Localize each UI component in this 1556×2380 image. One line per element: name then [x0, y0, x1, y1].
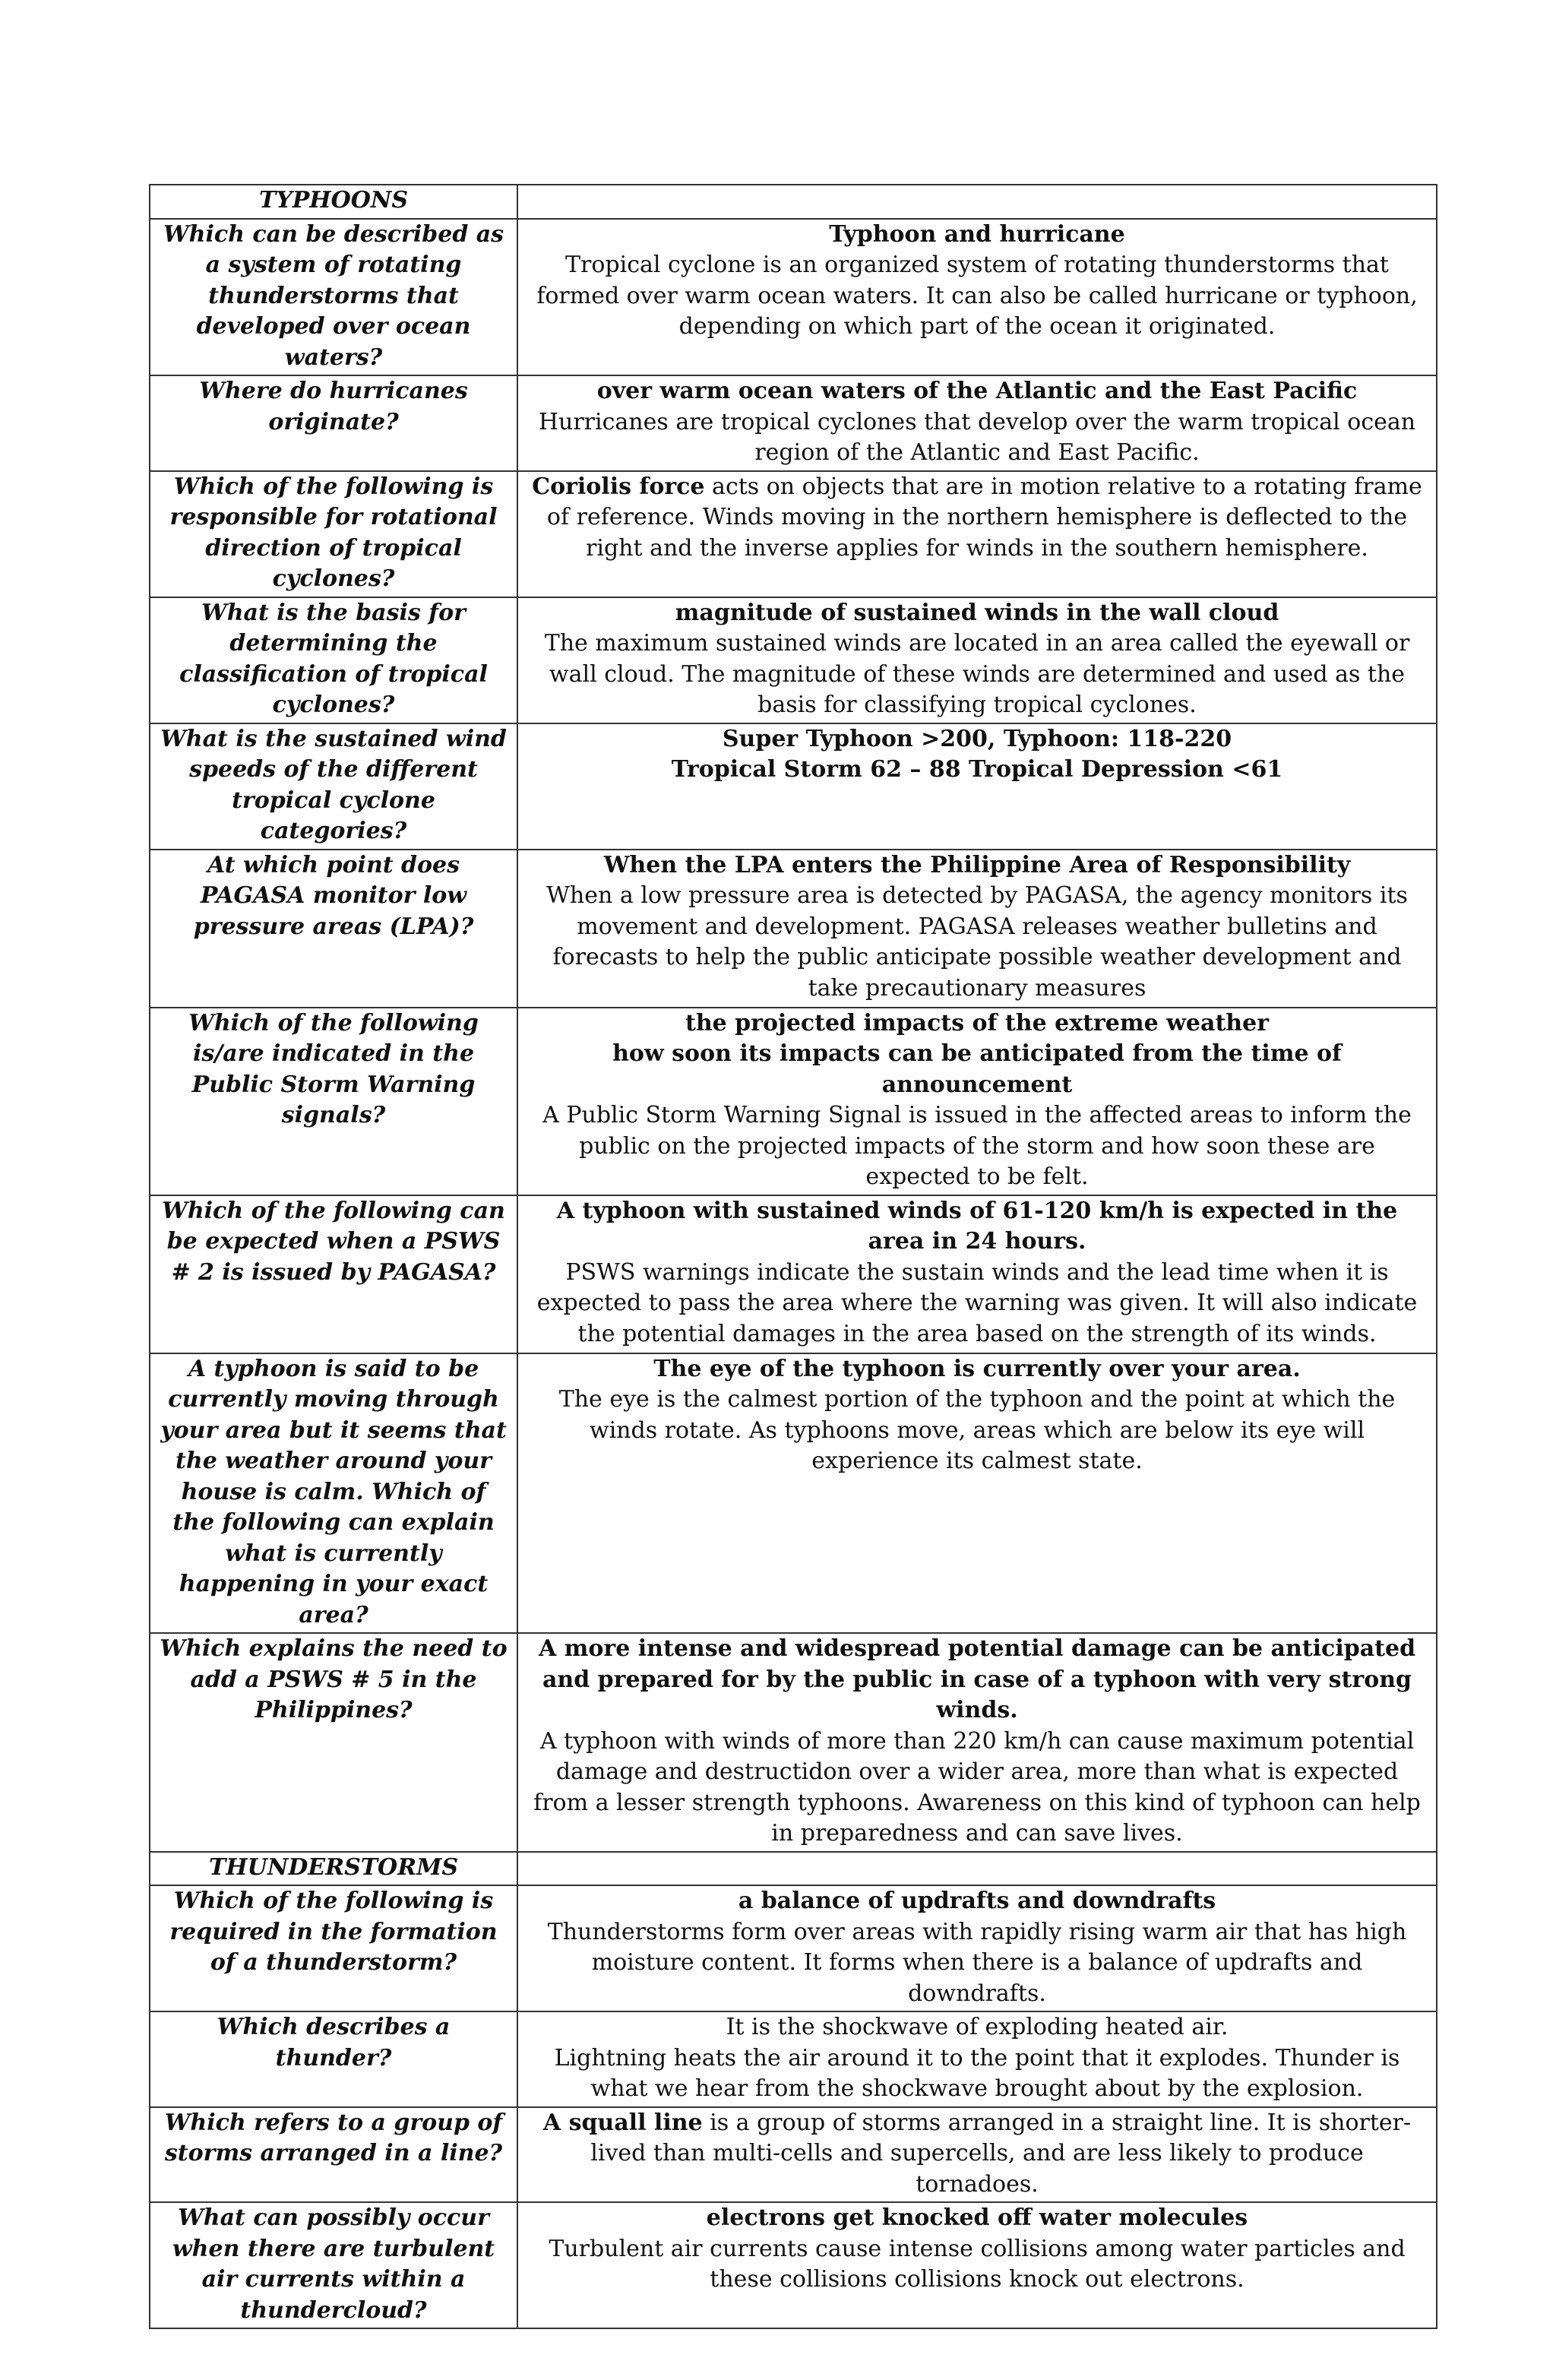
answer-term: A squall line — [542, 2109, 703, 2136]
answer-cell — [517, 1885, 1437, 2011]
answer-text: A typhoon with sustained winds of 61-120 km/h is expected in the area in 24 hours. — [556, 1197, 1398, 1255]
section-heading-row — [150, 1852, 1437, 1886]
answer-text: over warm ocean waters of the Atlantic and the East Pacific — [596, 378, 1358, 404]
explanation-text: Turbulent air currents cause intense collisions among water particles and these collisions collisions knock out electrons. — [549, 2235, 1406, 2293]
explanation-text: The eye is the calmest portion of the typhoon and the point at which the winds rotate. As typhoons move, areas which are below its eye will experience its calmest state. — [558, 1386, 1396, 1474]
question-cell: What is the basis for determining the classification of tropical cyclones? — [150, 597, 517, 723]
answer-text: The eye of the typhoon is currently over your area. — [653, 1355, 1301, 1382]
answer-cell — [517, 1353, 1437, 1634]
explanation-text: Tropical cyclone is an organized system of rotating thunderstorms that formed over warm ocean waters. It can also be called hurricane or typhoon, depending on which part of the ocean it originated. — [536, 252, 1418, 340]
explanation-text: Lightning heats the air around it to the point that it explodes. Thunder is what we hear from the shockwave brought about by the explosion. — [554, 2044, 1400, 2102]
answer-cell — [517, 2011, 1437, 2107]
section-heading-answer-cell — [517, 185, 1437, 219]
answer-cell — [517, 471, 1437, 597]
answer-cell — [517, 597, 1437, 723]
question-cell: At which point does PAGASA monitor low pressure areas (LPA)? — [150, 850, 517, 1008]
table-row — [150, 375, 1437, 471]
table-row — [150, 1008, 1437, 1195]
question-cell: Which explains the need to add a PSWS # 5 in the Philippines? — [150, 1633, 517, 1852]
answer-line-1: the projected impacts of the extreme weather — [685, 1009, 1270, 1037]
explanation-text: A Public Storm Warning Signal is issued in the affected areas to inform the public on the projected impacts of the storm and how soon these are expected to be felt. — [542, 1102, 1412, 1190]
section-heading-answer-cell — [517, 1852, 1437, 1886]
explanation-text: The maximum sustained winds are located in an area called the eyewall or wall cloud. The magnitude of these winds are determined and used as the basis for classifying tropical cyclones. — [544, 630, 1410, 718]
answer-cell — [517, 2107, 1437, 2203]
answer-text: Typhoon and hurricane — [829, 220, 1125, 248]
question-cell: Which of the following is/are indicated in the Public Storm Warning signals? — [150, 1008, 517, 1195]
table-row — [150, 850, 1437, 1008]
table-row — [150, 2011, 1437, 2107]
answer-cell — [517, 1195, 1437, 1353]
table-row — [150, 1885, 1437, 2011]
answer-line-2: Tropical Storm 62 – 88 Tropical Depression <61 — [671, 756, 1283, 783]
answer-cell — [517, 850, 1437, 1008]
answer-cell — [517, 375, 1437, 471]
explanation-text: PSWS warnings indicate the sustain winds and the lead time when it is expected to pass the area where the warning was given. It will also indicate the potential damages in the area based on the strength of its winds. — [536, 1258, 1418, 1347]
question-cell: Which of the following can be expected when a PSWS # 2 is issued by PAGASA? — [150, 1195, 517, 1353]
table-row — [150, 471, 1437, 597]
table-row — [150, 2107, 1437, 2203]
answer-text: When the LPA enters the Philippine Area of Responsibility — [603, 851, 1351, 878]
answer-text: a balance of updrafts and downdrafts — [738, 1888, 1216, 1914]
answer-text: It is the shockwave of exploding heated air. — [726, 2014, 1229, 2040]
table-row — [150, 2202, 1437, 2328]
question-cell: Which of the following is responsible for rotational direction of tropical cyclones? — [150, 471, 517, 597]
explanation-text: Thunderstorms form over areas with rapidly rising warm air that has high moisture content. It forms when there is a balance of updrafts and downdrafts. — [547, 1918, 1407, 2007]
answer-line-2: how soon its impacts can be anticipated from the time of announcement — [612, 1040, 1342, 1098]
question-cell: Which can be described as a system of rotating thunderstorms that developed over ocean waters? — [150, 219, 517, 376]
question-cell: Where do hurricanes originate? — [150, 375, 517, 471]
table-row — [150, 1633, 1437, 1852]
section-heading: THUNDERSTORMS — [150, 1852, 517, 1886]
answer-cell — [517, 2202, 1437, 2328]
answer-cell — [517, 219, 1437, 376]
answer-rest: acts on objects that are in motion relative to a rotating frame of reference. Winds moving in the northern hemisphere is deflected to the right and the inverse applies for winds in the southern hemisphere. — [546, 473, 1422, 562]
qa-table — [149, 184, 1437, 2329]
answer-text: magnitude of sustained winds in the wall cloud — [675, 599, 1279, 626]
table-row — [150, 1353, 1437, 1634]
explanation-text: Hurricanes are tropical cyclones that develop over the warm tropical ocean region of the Atlantic and East Pacific. — [538, 408, 1416, 466]
question-cell: A typhoon is said to be currently moving through your area but it seems that the weather around your house is calm. Which of the following can explain what is currently happening in your exact area? — [150, 1353, 517, 1634]
question-cell: Which refers to a group of storms arranged in a line? — [150, 2107, 517, 2203]
answer-cell — [517, 723, 1437, 850]
explanation-text: When a low pressure area is detected by PAGASA, the agency monitors its movement and development. PAGASA releases weather bulletins and forecasts to help the public anticipate possible weather development and take precautionary measures — [546, 882, 1408, 1002]
answer-cell — [517, 1008, 1437, 1195]
section-heading: TYPHOONS — [150, 185, 517, 219]
question-cell: Which of the following is required in the formation of a thunderstorm? — [150, 1885, 517, 2011]
table-row — [150, 597, 1437, 723]
table-row — [150, 219, 1437, 376]
question-cell: What is the sustained wind speeds of the different tropical cyclone categories? — [150, 723, 517, 850]
answer-term: Coriolis force — [532, 473, 705, 500]
answer-text: A more intense and widespread potential damage can be anticipated and prepared for by the public in case of a typhoon with very strong winds. — [538, 1635, 1416, 1723]
table-row — [150, 1195, 1437, 1353]
question-cell: What can possibly occur when there are turbulent air currents within a thundercloud? — [150, 2202, 517, 2328]
answer-text: electrons get knocked off water molecules — [706, 2204, 1248, 2231]
answer-cell — [517, 1633, 1437, 1852]
answer-rest: is a group of storms arranged in a straight line. It is shorter-lived than multi-cells and supercells, and are less likely to produce tornadoes. — [590, 2109, 1412, 2198]
explanation-text: A typhoon with winds of more than 220 km/h can cause maximum potential damage and destructidon over a wider area, more than what is expected from a lesser strength typhoons. Awareness on this kind of typhoon can help in preparedness and can save lives. — [533, 1727, 1421, 1847]
answer-line-1: Super Typhoon >200, Typhoon: 118-220 — [722, 725, 1232, 752]
section-heading-row — [150, 185, 1437, 219]
question-cell: Which describes a thunder? — [150, 2011, 517, 2107]
table-row — [150, 723, 1437, 850]
